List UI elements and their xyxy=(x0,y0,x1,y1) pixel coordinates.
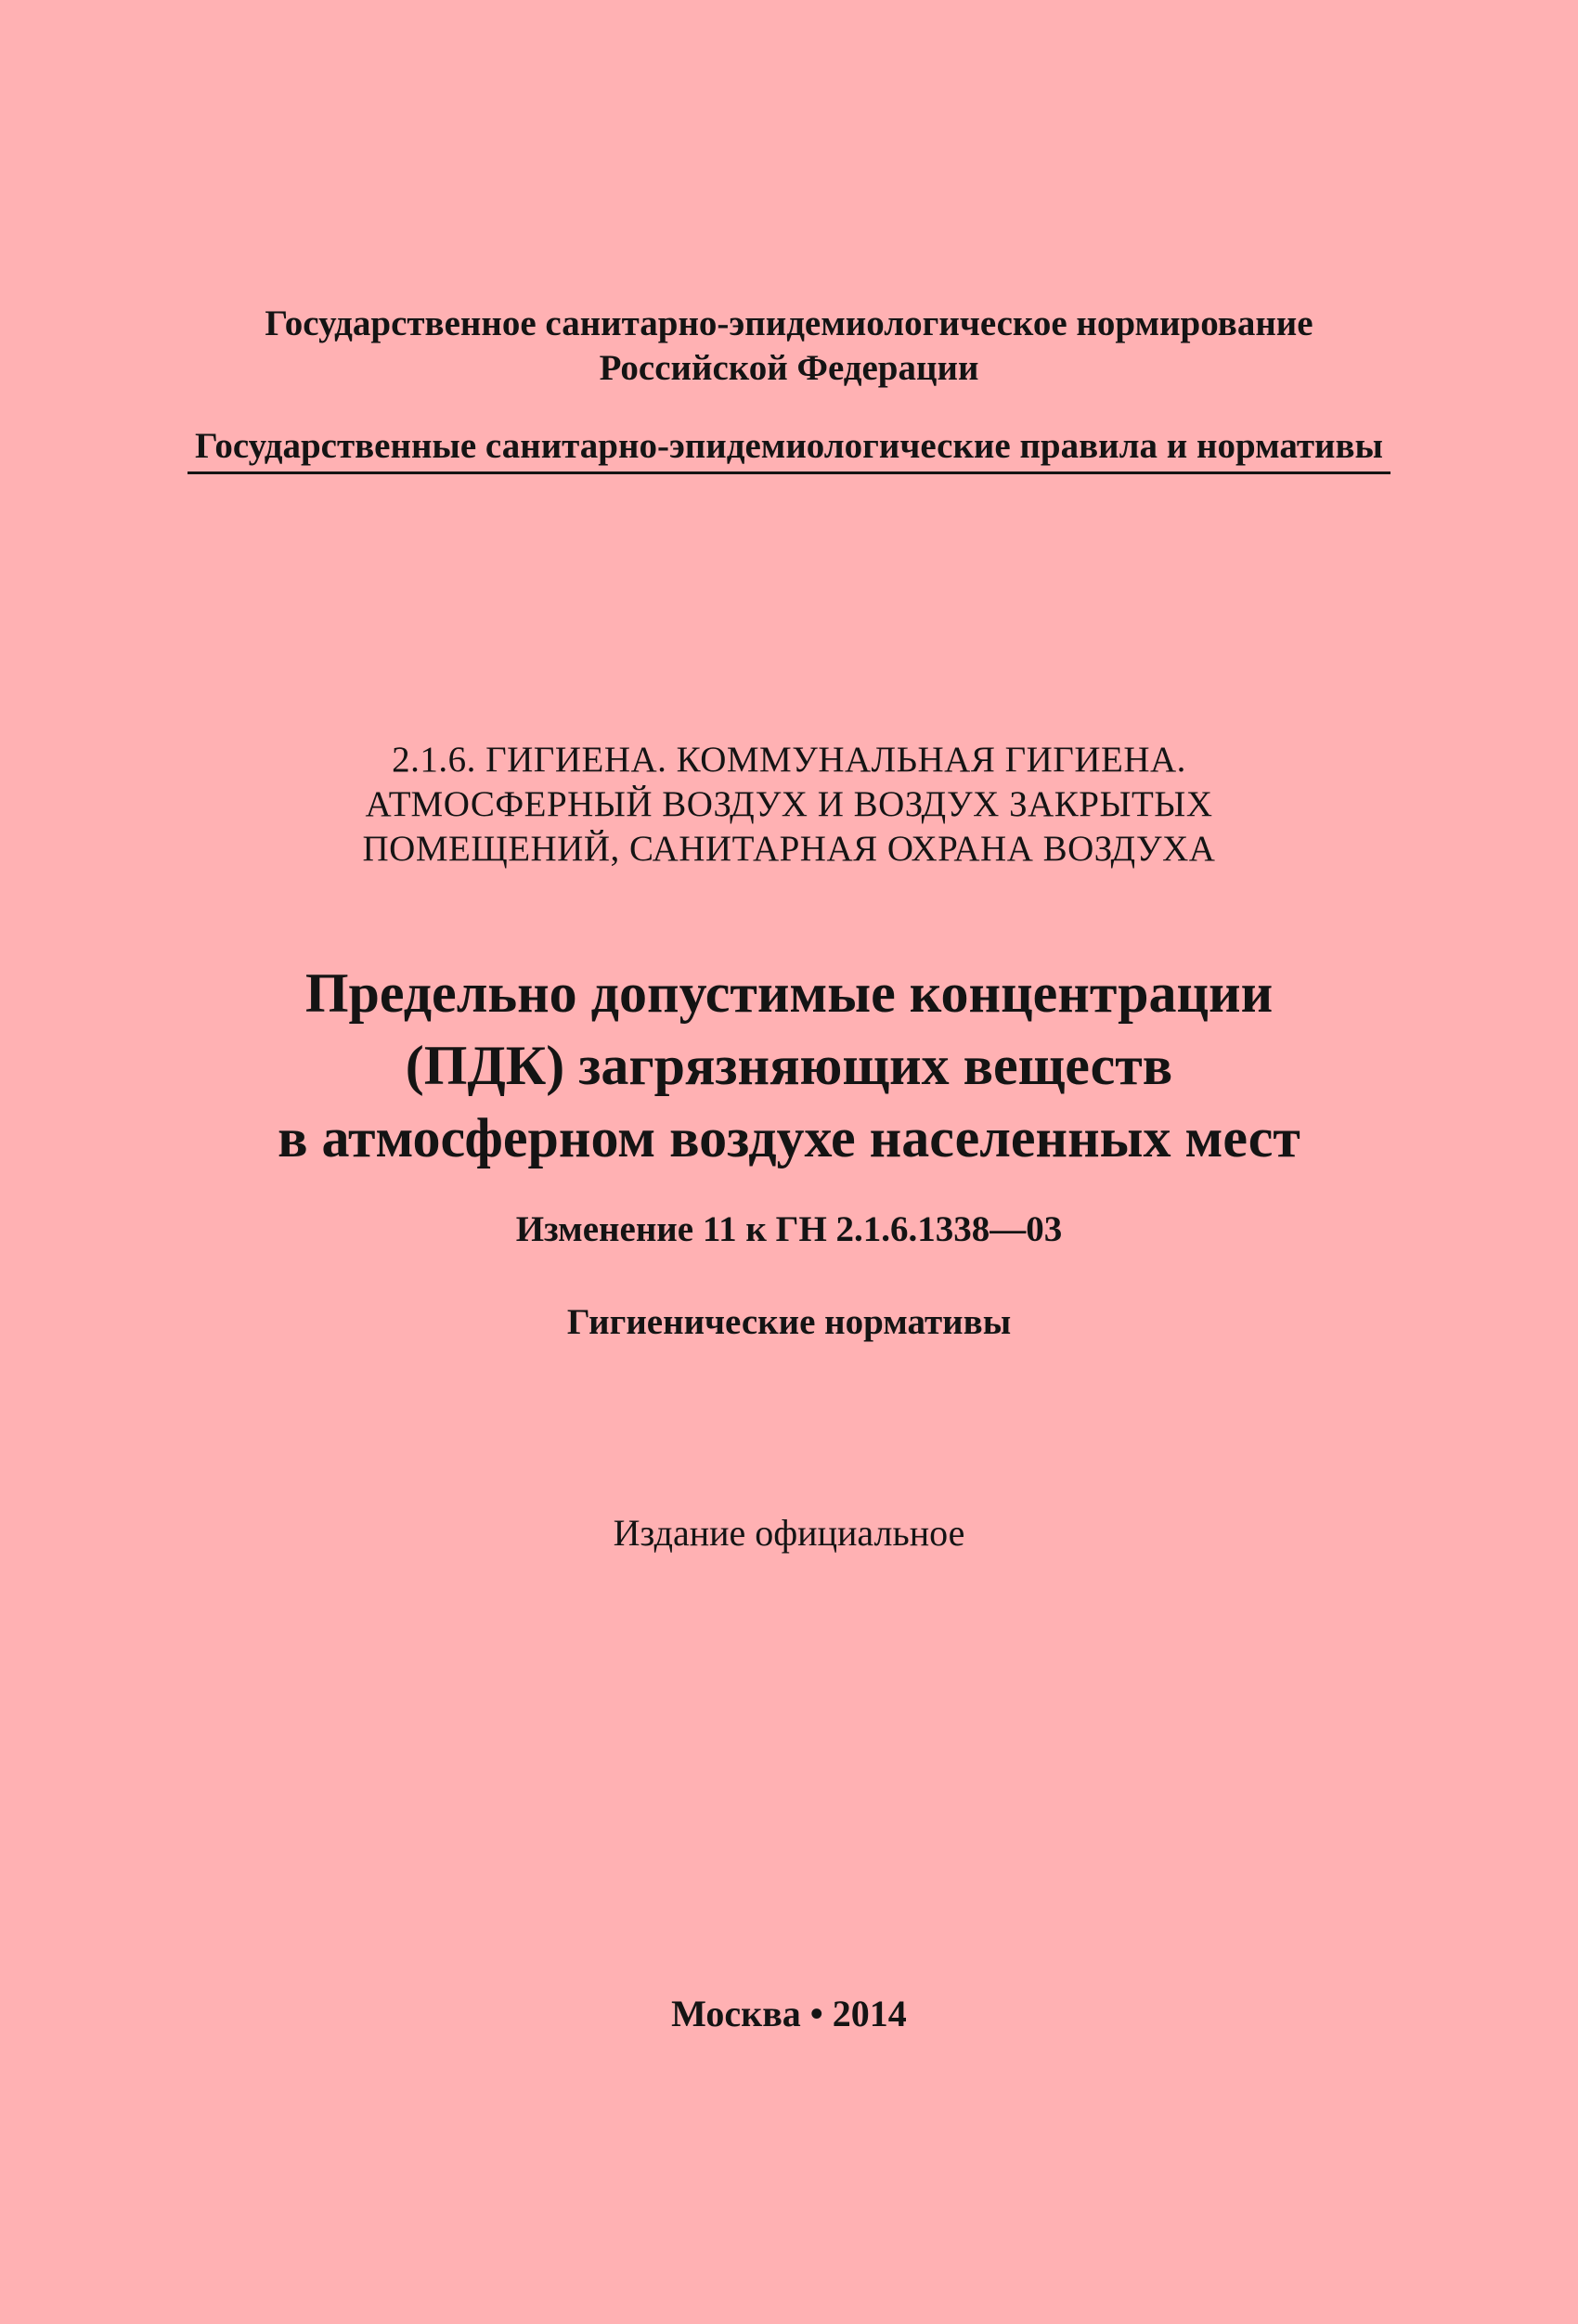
section-heading-line-1: 2.1.6. ГИГИЕНА. КОММУНАЛЬНАЯ ГИГИЕНА. xyxy=(392,740,1186,780)
edition-label: Издание официальное xyxy=(613,1512,965,1554)
document-type: Гигиенические нормативы xyxy=(566,1302,1012,1342)
place-year: Москва • 2014 xyxy=(671,1993,907,2034)
series-underline xyxy=(188,471,1390,474)
series-title: Государственные санитарно-эпидемиологические правила и нормативы xyxy=(195,426,1383,466)
amendment-label: Изменение 11 к ГН 2.1.6.1338—03 xyxy=(515,1209,1063,1249)
document-title-line-2: (ПДК) загрязняющих веществ xyxy=(405,1035,1173,1096)
authority-line-1: Государственное санитарно-эпидемиологическое нормирование xyxy=(265,303,1313,343)
document-title-line-1: Предельно допустимые концентрации xyxy=(304,962,1274,1024)
document-title-line-3: в атмосферном воздухе населенных мест xyxy=(278,1107,1300,1168)
section-heading-line-2: АТМОСФЕРНЫЙ ВОЗДУХ И ВОЗДУХ ЗАКРЫТЫХ xyxy=(365,784,1213,824)
authority-line-2: Российской Федерации xyxy=(599,348,979,388)
section-heading-line-3: ПОМЕЩЕНИЙ, САНИТАРНАЯ ОХРАНА ВОЗДУХА xyxy=(362,829,1216,869)
